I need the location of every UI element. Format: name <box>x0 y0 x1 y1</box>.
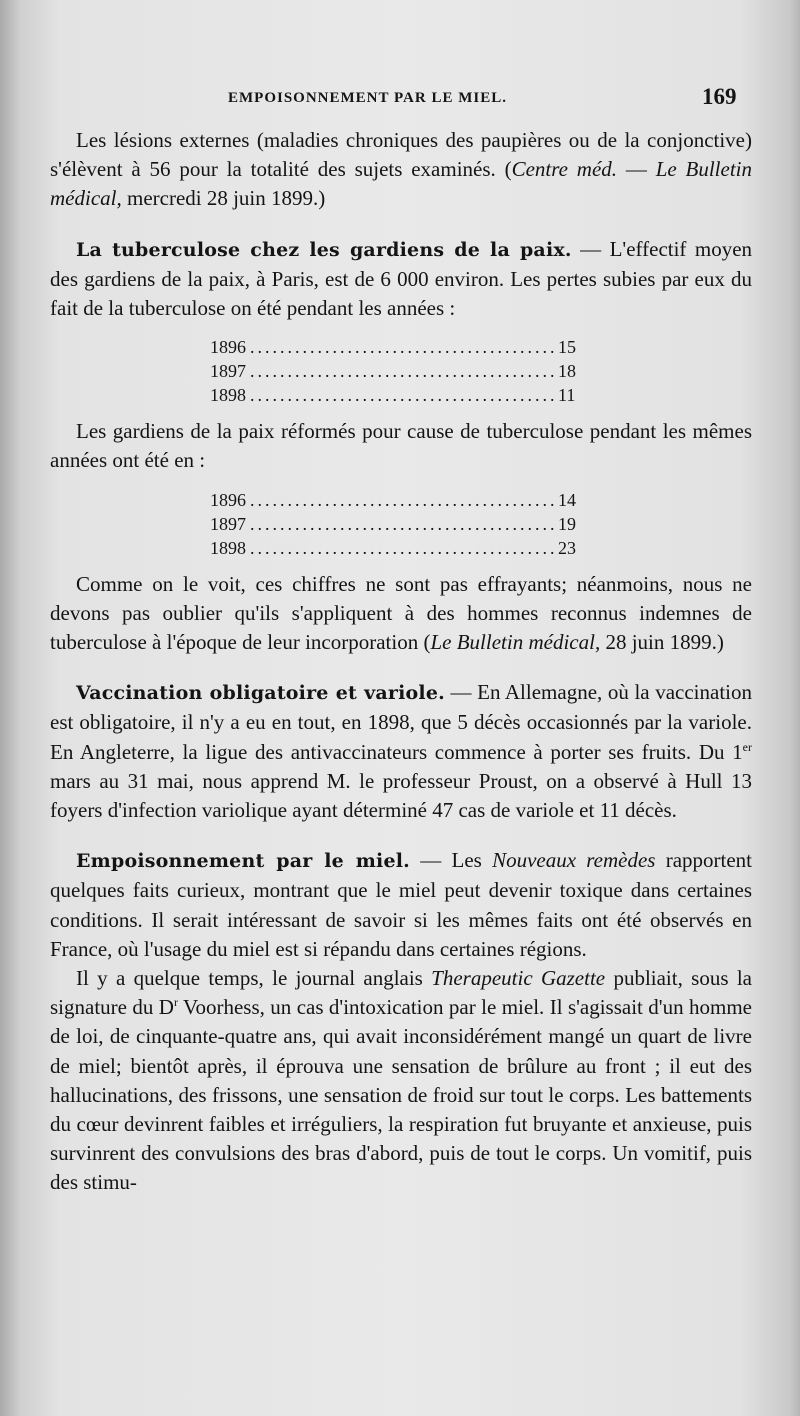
page-number: 169 <box>702 84 737 109</box>
table-row <box>210 488 582 512</box>
table-value: 19 <box>558 513 576 534</box>
table-row <box>210 359 582 383</box>
table-row <box>210 512 582 536</box>
intro-source-open: ( <box>504 157 512 182</box>
table-year: 1896 <box>210 337 246 358</box>
voorhess-journal: Therapeutic Gazette <box>431 966 606 991</box>
table-year: 1897 <box>210 361 246 382</box>
conclusion-journal: Le Bulletin médical, <box>430 630 601 655</box>
voorhess-superscript: r <box>173 995 178 1010</box>
losses-table <box>210 335 582 407</box>
conclusion-text: Comme on le voit, ces chiffres ne sont pas effrayants; néanmoins, nous ne devons pas oublier qu'ils s'appliquent à des hommes reconnus indemnes de tuberculose à l'époque de leur incorporation ( <box>50 571 752 655</box>
honey-heading: Empoisonnement par le miel. <box>76 850 411 873</box>
table-value: 14 <box>558 489 576 510</box>
voorhess-paragraph <box>50 964 752 1198</box>
conclusion-end: 28 juin 1899.) <box>600 630 724 655</box>
intro-text: Les lésions externes (maladies chroniques des paupières ou de la conjonctive) s'élèvent à 56 pour la totalité des sujets examinés. <box>50 128 752 182</box>
honey-journal: Nouveaux remèdes <box>492 848 656 873</box>
vaccination-heading: Vaccination obligatoire et variole. <box>76 682 445 705</box>
vaccination-text-a: — En Allemagne, où la vaccination est obligatoire, il n'y a eu en tout, en 1898, que 5 décès occasionnés par la variole. En Angleterre, la ligue des antivaccinateurs commence à porter ses fruits. Du 1 <box>50 680 752 764</box>
page-header <box>0 84 800 114</box>
vaccination-text-b: mars au 31 mai, nous apprend M. le professeur Proust, on a observé à Hull 13 foyers d'infection variolique ayant déterminé 47 cas de variole et 11 décès. <box>50 768 752 823</box>
honey-text-b: rapportent quelques faits curieux, montrant que le miel peut devenir toxique dans certaines conditions. Il serait intéressant de savoir si les mêmes faits ont été observés en France, où l'usage du miel est si répandu dans certaines régions. <box>50 848 753 961</box>
intro-source-journal2: Le Bulletin médical, <box>50 157 752 211</box>
table-value: 15 <box>558 337 576 358</box>
intro-source-date: mercredi 28 juin 1899.) <box>121 186 326 211</box>
table-year: 1898 <box>210 537 246 558</box>
conclusion-paragraph <box>50 570 752 658</box>
table-row <box>210 536 582 560</box>
tuberculosis-paragraph <box>50 235 752 324</box>
vaccination-paragraph <box>50 678 752 825</box>
honey-text-a: — Les <box>410 848 493 873</box>
table-year: 1898 <box>210 385 246 406</box>
dot-leader <box>250 359 554 383</box>
intro-source-journal: Centre méd. <box>511 157 618 182</box>
table-value: 18 <box>558 361 576 382</box>
dot-leader <box>250 335 554 359</box>
reformed-table <box>210 488 582 560</box>
tuberculosis-text: — L'effectif moyen des gardiens de la paix, à Paris, est de 6 000 environ. Les pertes subies par eux du fait de la tuberculose on été pendant les années : <box>50 236 753 321</box>
table-row <box>210 383 582 407</box>
voorhess-text-c: Voorhess, un cas d'intoxication par le miel. Il s'agissait d'un homme de loi, de cinquante-quatre ans, qui avait inconsidérément mangé un quart de livre de miel; bientôt après, il éprouva une sensation de brûlure au front ; il eut des hallucinations, des frissons, une sensation de froid sur tout le corps. Les battements du cœur devinrent faibles et irréguliers, la respiration fut bruyante et anxieuse, puis survinrent des convulsions des bras d'abord, puis de tout le corps. Un vomitif, puis des stimu- <box>50 995 752 1195</box>
dot-leader <box>250 383 554 407</box>
reformed-paragraph: Les gardiens de la paix réformés pour cause de tuberculose pendant les mêmes années ont été en : <box>50 419 752 473</box>
voorhess-text-a: Il y a quelque temps, le journal anglais <box>76 966 432 991</box>
running-head: EMPOISONNEMENT PAR LE MIEL. <box>228 90 507 106</box>
intro-paragraph <box>50 126 752 214</box>
tuberculosis-heading: La tuberculose chez les gardiens de la paix. <box>76 238 572 261</box>
dot-leader <box>250 488 554 512</box>
table-value: 23 <box>558 537 576 558</box>
table-row <box>210 335 582 359</box>
table-year: 1897 <box>210 513 246 534</box>
dot-leader <box>250 536 554 560</box>
intro-source-sep: — <box>617 157 656 182</box>
page-body <box>50 126 752 1198</box>
dot-leader <box>250 512 554 536</box>
honey-paragraph <box>50 846 752 964</box>
table-year: 1896 <box>210 489 246 510</box>
vaccination-superscript: er <box>742 739 752 754</box>
table-value: 11 <box>558 385 576 406</box>
voorhess-text-b: publiait, sous la signature du D <box>50 966 752 1020</box>
